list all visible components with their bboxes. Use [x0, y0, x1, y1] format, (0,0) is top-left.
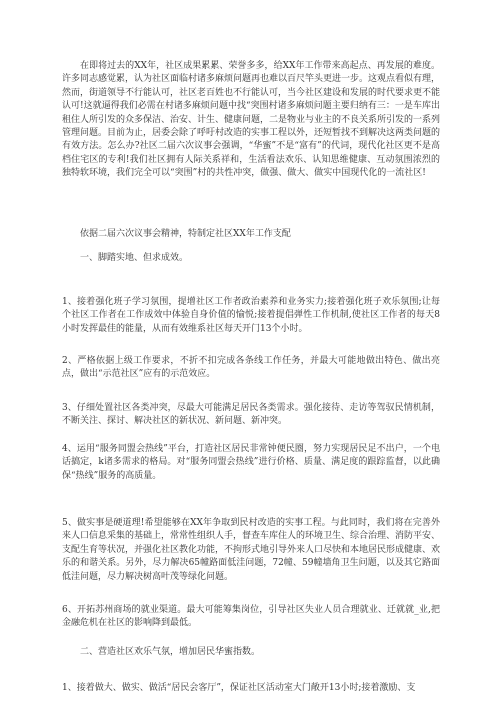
- section-2-heading: 二、营造社区欢乐气氛，增加居民华蜜指数。: [80, 647, 261, 657]
- item-4-paragraph: 4、运用“服务同盟会热线”平台，打造社区居民非常钟便民圈，努力实现居民足不出户，一个电话搞定，k诸多需求的格局。对“服务同盟会热线”进行价格、质量、满足度的跟踪监督，以此确保“热线”服务的高质量。: [62, 444, 440, 481]
- item-7-paragraph: 1、接着做大、做实、做活“居民会客厅”，保证社区活动室大门敞开13小时;接着激励、支: [62, 683, 416, 693]
- item-2-paragraph: 2、严格依据上级工作要求，不折不扣完成各条线工作任务，并最大可能地做出特色、做出亮点，做出“示范社区”应有的示范效应。: [62, 356, 440, 380]
- item-3-paragraph: 3、仔细处置社区各类冲突，尽最大可能满足居民各类需求。强化接待、走访等驾驭民情机制，不断关注、探讨、解决社区的新状况、新问题、新冲突。: [62, 403, 440, 427]
- item-6-paragraph: 6、开拓苏州商场的就业渠道。最大可能筹集岗位，引导社区失业人员合理就业、迁就就_业,把金融危机在社区的影响降到最低。: [62, 605, 440, 629]
- lead-paragraph: 依据二届六次议事会精神，特制定社区XX年工作支配: [80, 229, 291, 239]
- item-1-paragraph: 1、接着强化班子学习氛围，提增社区工作者政治素养和业务实力;接着强化班子欢乐氛围;让每个社区工作者在工作成效中体验自身价值的愉悦;接着提倡弹性工作机制,使社区工作者的每天8小时发挥最佳的能量，从而有效维系社区每天开门13个小时。: [62, 297, 440, 334]
- section-1-heading: 一、脚踏实地、但求成效。: [80, 253, 189, 263]
- intro-paragraph: 在即将过去的XX年，社区成果累累、荣誉多多，给XX年工作带来高起点、再发展的难度。许多同志感觉累，认为社区面临村诸多麻烦问题再也难以百尺竿头更进一步。这观点看似有理，然而，街道领导不行能认可，社区老百姓也不行能认可，当今社区建设和发展的时代要求更不能认可!这就逼得我们必需在村诸多麻烦问题中找“突围村诸多麻烦问题主要归纳有三：一是车库出租住人所引发的众多保洁、治安、计生、健康问题，二是物业与业主的不良关系所引发的一系列管理问题。目前为止，居委会除了呼吁村改造的实事工程以外，还短暂找不到解决这两类问题的有效方法。怎么办?社区二届六次议事会强调，“华蜜”不是“富有”的代词，现代化社区更不是高档住宅区的专利!我们社区拥有人际关系祥和，生活看法欢乐、认知思维健康、互动氛围浓烈的独特软环境，我们完全可以“突围”村的共性冲突，做强、做大、做实中国现代化的一流社区!: [62, 61, 441, 179]
- item-5-paragraph: 5、做实事是硬道理!希望能够在XX年争取到民村改造的实事工程。与此同时，我们将在完善外来人口信息采集的基础上，常常性组织人手，督查车库住人的环境卫生、综合治理、消防平安、支配生育等状况，并强化社区教化功能，不拘形式地引导外来人口尽快和本地居民形成健康、欢乐的和谐关系。另外，尽力解决65幢路面低洼问题，72幢、59幢墙角卫生问题，以及其它路面低洼问题，尽力解决树高叶茂等绿化问题。: [62, 518, 441, 582]
